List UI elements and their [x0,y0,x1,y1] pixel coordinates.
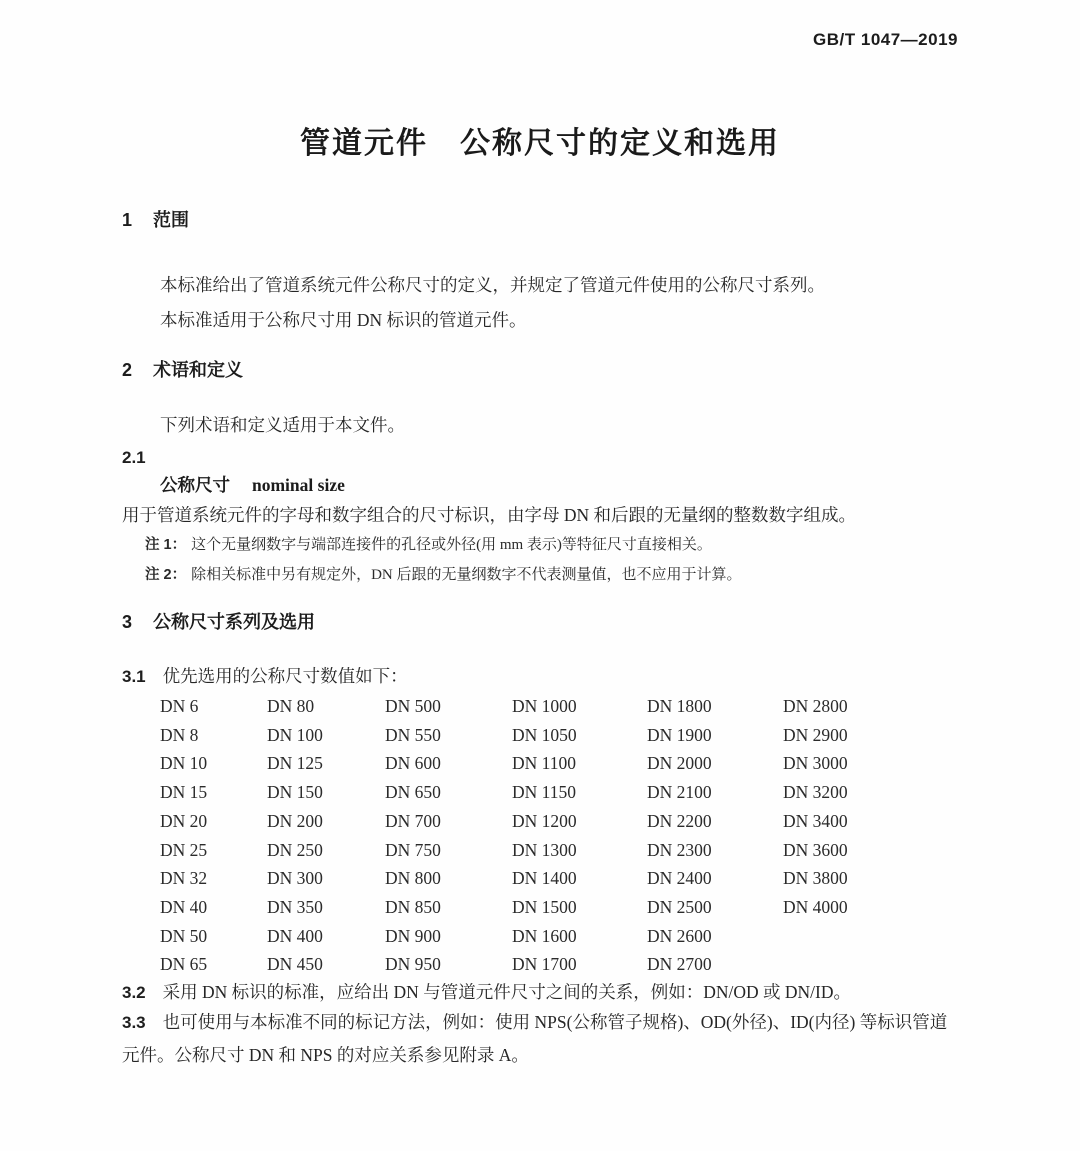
section-title: 范围 [153,210,189,230]
section-number: 1 [122,210,133,230]
clause-text: 采用 DN 标识的标准，应给出 DN 与管道元件尺寸之间的关系，例如：DN/OD 或 DN/ID。 [162,982,851,1002]
dn-table [160,692,1000,979]
dn-value: DN 3800 [783,868,848,889]
dn-value: DN 2600 [647,925,712,946]
term-note [145,562,962,588]
dn-value: DN 1800 [647,696,712,716]
dn-value: DN 50 [160,925,208,946]
note-label: 注 2： [145,567,187,583]
clause-3-2 [122,976,962,1009]
dn-value: DN 450 [267,954,323,975]
section-title: 公称尺寸系列及选用 [153,612,315,632]
paragraph: 本标准给出了管道系统元件公称尺寸的定义，并规定了管道元件使用的公称尺寸系列。 [160,275,825,295]
dn-value: DN 25 [160,839,208,860]
term-clause-number: 2.1 [122,448,146,467]
clause-number: 3.1 [122,667,146,686]
doc-number: GB/T 1047—2019 [813,30,958,49]
paragraph: 下列术语和定义适用于本文件。 [160,415,405,435]
dn-value: DN 10 [160,753,208,774]
dn-value: DN 3400 [783,810,848,831]
clause-3-3 [122,1006,962,1072]
dn-value: DN 125 [267,753,323,774]
clause-text: 也可使用与本标准不同的标记方法，例如：使用 NPS(公称管子规格)、OD(外径)、ID(内径) 等标识管道元件。公称尺寸 DN 和 NPS 的对应关系参见附录 A。 [122,1012,948,1065]
dn-value: DN 40 [160,896,208,917]
section-3-heading [122,610,962,634]
note-label: 注 1： [145,537,187,553]
term-definition: 用于管道系统元件的字母和数字组合的尺寸标识，由字母 DN 和后跟的无量纲的整数数字组成。 [122,505,857,525]
dn-value: DN 200 [267,810,323,831]
section-title: 术语和定义 [153,360,243,380]
dn-value: DN 600 [385,753,441,774]
page-title: 管道元件 公称尺寸的定义和选用 [300,127,780,160]
dn-value: DN 2300 [647,839,712,860]
dn-value: DN 1600 [512,925,577,946]
dn-value: DN 100 [267,724,323,745]
dn-value: DN 850 [385,896,441,917]
dn-value: DN 20 [160,810,208,831]
note-text: 这个无量纲数字与端部连接件的孔径或外径(用 mm 表示)等特征尺寸直接相关。 [191,537,712,553]
paragraph: 本标准适用于公称尺寸用 DN 标识的管道元件。 [160,310,527,330]
dn-value [783,950,1000,979]
dn-value: DN 1000 [512,696,577,716]
term-note [145,532,962,558]
dn-value: DN 15 [160,782,208,803]
dn-value: DN 400 [267,925,323,946]
clause-text: 优先选用的公称尺寸数值如下： [162,666,408,686]
dn-value: DN 1200 [512,810,577,831]
dn-value: DN 1300 [512,839,577,860]
term-name-zh: 公称尺寸 [160,475,230,495]
dn-value: DN 650 [385,782,441,803]
dn-value: DN 4000 [783,896,848,917]
dn-value: DN 2000 [647,753,712,774]
dn-value: DN 6 [160,696,199,716]
dn-value: DN 2900 [783,724,848,745]
section-number: 3 [122,612,133,632]
dn-value: DN 700 [385,810,441,831]
dn-value: DN 2200 [647,810,712,831]
clause-number: 3.3 [122,1013,146,1032]
dn-value: DN 300 [267,868,323,889]
dn-value: DN 550 [385,724,441,745]
dn-value: DN 950 [385,954,441,975]
dn-value: DN 1100 [512,753,577,774]
dn-value: DN 800 [385,868,441,889]
dn-value: DN 65 [160,954,208,975]
clause-3-1 [122,660,962,693]
dn-value: DN 350 [267,896,323,917]
dn-value: DN 250 [267,839,323,860]
dn-value: DN 1900 [647,724,712,745]
dn-value: DN 80 [267,696,315,716]
dn-value: DN 2700 [647,954,712,975]
dn-value: DN 150 [267,782,323,803]
dn-value: DN 1150 [512,782,577,803]
term-name-en: nominal size [252,475,345,495]
dn-value: DN 1500 [512,896,577,917]
dn-value: DN 8 [160,724,199,745]
dn-value: DN 2800 [783,696,848,716]
dn-value: DN 500 [385,696,441,716]
dn-value: DN 1400 [512,868,577,889]
dn-value: DN 2400 [647,868,712,889]
dn-value: DN 2100 [647,782,712,803]
section-1-heading [122,208,962,232]
dn-value: DN 3600 [783,839,848,860]
dn-value: DN 900 [385,925,441,946]
dn-value: DN 32 [160,868,208,889]
term-name [160,472,962,498]
dn-value: DN 2500 [647,896,712,917]
section-number: 2 [122,360,133,380]
dn-value: DN 1700 [512,954,577,975]
section-2-heading [122,358,962,382]
note-text: 除相关标准中另有规定外，DN 后跟的无量纲数字不代表测量值，也不应用于计算。 [191,567,742,583]
dn-value: DN 3000 [783,753,848,774]
dn-value: DN 3200 [783,782,848,803]
dn-value: DN 1050 [512,724,577,745]
clause-number: 3.2 [122,983,146,1002]
dn-value [783,922,1000,951]
dn-value: DN 750 [385,839,441,860]
